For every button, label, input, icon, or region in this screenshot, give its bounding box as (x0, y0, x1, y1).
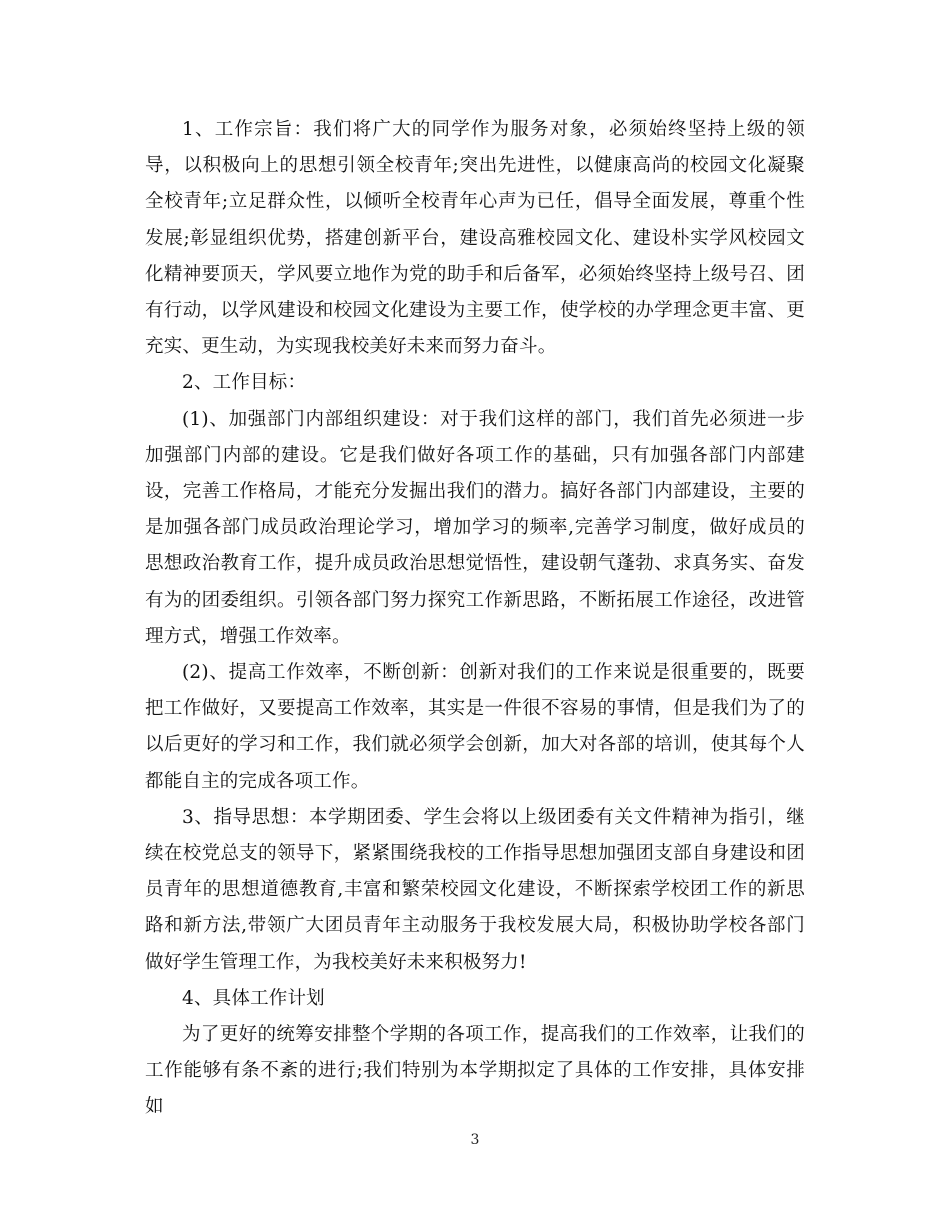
paragraph-goal-efficiency: (2)、提高工作效率，不断创新：创新对我们的工作来说是很重要的，既要把工作做好，又要提高工作效率，其实是一件很不容易的事情，但是我们为了的以后更好的学习和工作，我们就必须学会创新，加大对各部的培训，使其每个人都能自主的完成各项工作。 (145, 662, 805, 792)
page-number: 3 (470, 1132, 480, 1148)
paragraph-plan-intro: 为了更好的统筹安排整个学期的各项工作，提高我们的工作效率，让我们的工作能够有条不紊的进行;我们特别为本学期拟定了具体的工作安排，具体安排如 (145, 1024, 805, 1118)
paragraph-work-purpose: 1、工作宗旨：我们将广大的同学作为服务对象，必须始终坚持上级的领导，以积极向上的思想引领全校青年;突出先进性，以健康高尚的校园文化凝聚全校青年;立足群众性，以倾听全校青年心声为已任，倡导全面发展，尊重个性发展;彰显组织优势，搭建创新平台，建设高雅校园文化、建设朴实学风校园文化精神要顶天，学风要立地作为党的助手和后备军，必须始终坚持上级号召、团有行动，以学风建设和校园文化建设为主要工作，使学校的办学理念更丰富、更充实、更生动，为实现我校美好未来而努力奋斗。 (145, 119, 805, 358)
paragraph-guiding-ideology: 3、指导思想：本学期团委、学生会将以上级团委有关文件精神为指引，继续在校党总支的领导下，紧紧围绕我校的工作指导思想加强团支部自身建设和团员青年的思想道德教育,丰富和繁荣校园文化建设，不断探索学校团工作的新思路和新方法,带领广大团员青年主动服务于我校发展大局，积极协助学校各部门做好学生管理工作，为我校美好未来积极努力! (145, 806, 805, 973)
document-body (145, 112, 805, 1126)
heading-work-goals: 2、工作目标： (182, 372, 307, 394)
paragraph-goal-organization: (1)、加强部门内部组织建设：对于我们这样的部门，我们首先必须进一步加强部门内部的建设。它是我们做好各项工作的基础，只有加强各部门内部建设，完善工作格局，才能充分发掘出我们的潜力。搞好各部门内部建设，主要的是加强各部门成员政治理论学习，增加学习的频率,完善学习制度，做好成员的思想政治教育工作，提升成员政治思想觉悟性，建设朝气蓬勃、求真务实、奋发有为的团委组织。引领各部门努力探究工作新思路，不断拓展工作途径，改进管理方式，增强工作效率。 (145, 408, 805, 647)
heading-work-plan: 4、具体工作计划 (182, 987, 325, 1009)
